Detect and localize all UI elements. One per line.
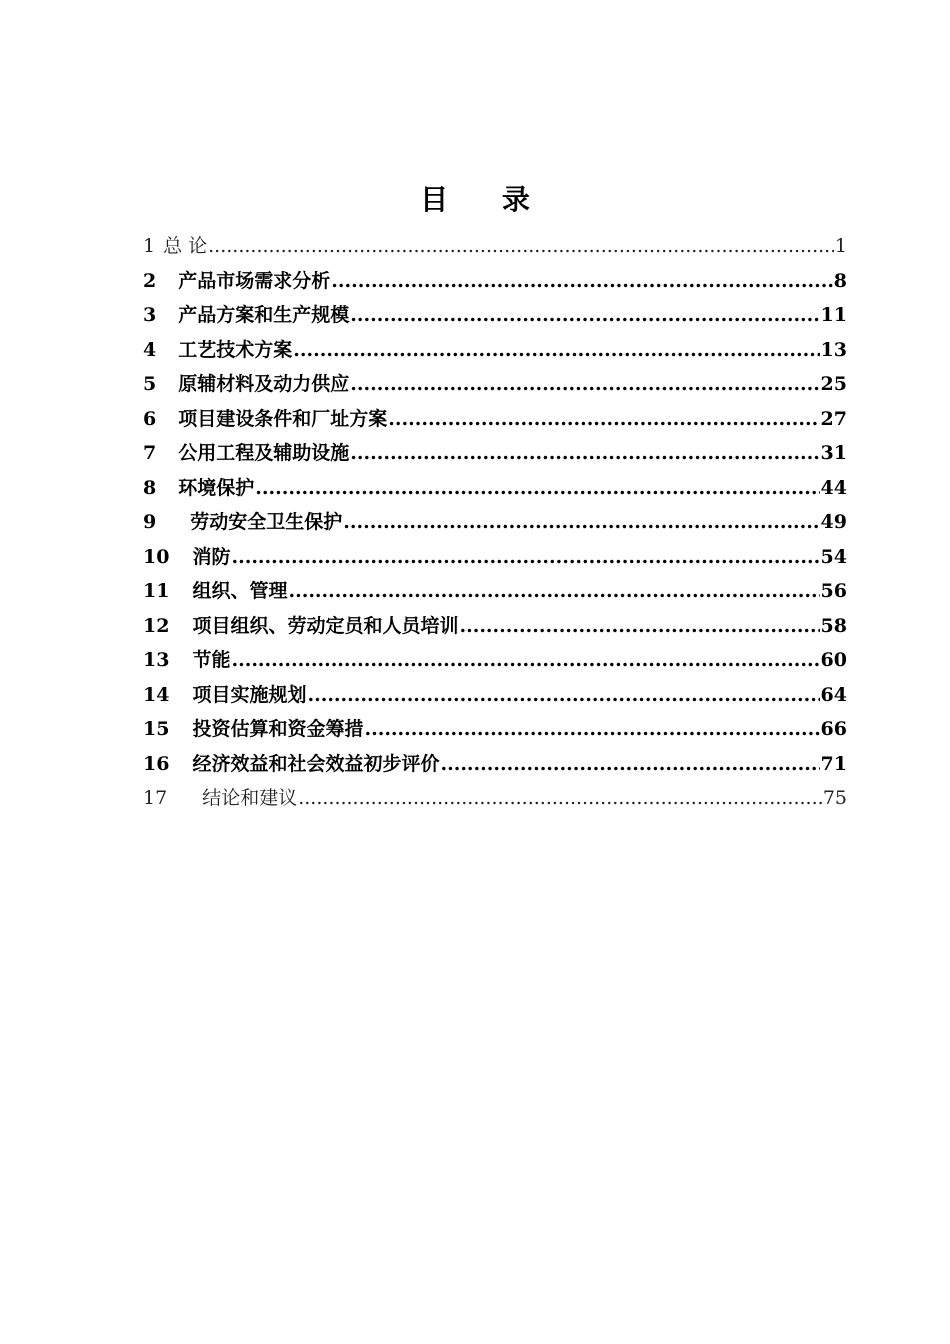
toc-entry-title: 原辅材料及动力供应 [178, 373, 350, 395]
toc-entry-number: 3 [143, 304, 157, 326]
toc-entry[interactable] [143, 781, 847, 816]
toc-entry[interactable] [143, 471, 847, 506]
toc-entry-title: 结论和建议 [202, 787, 298, 809]
toc-entry-number: 7 [143, 442, 157, 464]
toc-entry-page: 64 [820, 683, 847, 706]
toc-entry-number: 13 [143, 649, 170, 671]
toc-entry[interactable] [143, 298, 847, 333]
toc-entry[interactable] [143, 264, 847, 299]
toc-entry-title: 总 论 [163, 235, 208, 257]
toc-entry-page: 1 [834, 235, 847, 257]
toc-entry-number: 8 [143, 476, 157, 499]
toc-entry-page: 56 [820, 580, 847, 602]
toc-leader-dots [388, 402, 819, 437]
toc-entry-title: 经济效益和社会效益初步评价 [192, 752, 440, 775]
toc-entry-page: 31 [820, 442, 847, 464]
toc-entry-title: 项目组织、劳动定员和人员培训 [192, 614, 459, 637]
toc-entry-number: 14 [143, 683, 170, 706]
toc-entry[interactable] [143, 678, 847, 713]
toc-entry-title: 产品方案和生产规模 [178, 304, 350, 326]
toc-leader-dots [350, 436, 819, 471]
toc-entry-number: 10 [143, 545, 170, 568]
toc-entry-number: 12 [143, 614, 170, 637]
toc-entry[interactable] [143, 712, 847, 747]
toc-entry[interactable] [143, 540, 847, 575]
toc-entry-page: 49 [820, 511, 847, 533]
toc-entry-title: 节能 [192, 649, 231, 671]
toc-entry[interactable] [143, 436, 847, 471]
toc-entry[interactable] [143, 747, 847, 782]
toc-entry-title: 公用工程及辅助设施 [178, 442, 350, 464]
toc-entry-page: 71 [820, 752, 847, 775]
toc-entry-number: 5 [143, 373, 157, 395]
toc-entry-title: 组织、管理 [192, 580, 288, 602]
toc-leader-dots [298, 781, 822, 816]
toc-entry-page: 54 [820, 545, 847, 568]
toc-entry-title: 消防 [192, 545, 231, 568]
toc-leader-dots [255, 471, 819, 506]
toc-entry-number: 6 [143, 407, 157, 430]
toc-entry-number: 11 [143, 580, 170, 602]
toc-entry-page: 27 [820, 407, 847, 430]
toc-entry-number: 16 [143, 752, 170, 775]
toc-entry-page: 75 [822, 787, 847, 809]
toc-entry-title: 项目实施规划 [192, 683, 307, 706]
toc-entry-page: 66 [820, 718, 847, 740]
toc-leader-dots [459, 609, 819, 644]
toc-entry-title: 投资估算和资金筹措 [192, 718, 364, 740]
toc-entry-page: 11 [820, 304, 847, 326]
toc-leader-dots [288, 574, 819, 609]
toc-leader-dots [231, 643, 819, 678]
toc-leader-dots [343, 505, 819, 540]
toc-entry-page: 44 [820, 476, 847, 499]
toc-entry[interactable] [143, 402, 847, 437]
toc-entry-page: 58 [820, 614, 847, 637]
toc-entry-number: 2 [143, 269, 157, 292]
toc-entry-page: 25 [820, 373, 847, 395]
toc-entry-title: 产品市场需求分析 [178, 269, 331, 292]
toc-entry-title: 工艺技术方案 [178, 338, 293, 361]
toc-entry-number: 1 [143, 235, 156, 257]
toc-leader-dots [208, 229, 834, 264]
toc-entry[interactable] [143, 367, 847, 402]
toc-entry-title: 项目建设条件和厂址方案 [178, 407, 388, 430]
toc-leader-dots [350, 367, 819, 402]
toc-list [143, 229, 847, 816]
toc-leader-dots [440, 747, 819, 782]
toc-entry[interactable] [143, 333, 847, 368]
toc-entry-number: 9 [143, 511, 157, 533]
toc-entry[interactable] [143, 574, 847, 609]
toc-entry[interactable] [143, 229, 847, 264]
toc-entry[interactable] [143, 609, 847, 644]
toc-entry[interactable] [143, 643, 847, 678]
toc-entry-title: 劳动安全卫生保护 [190, 511, 343, 533]
toc-leader-dots [331, 264, 833, 299]
page-title: 目 录 [420, 183, 552, 216]
toc-entry-number: 15 [143, 718, 170, 740]
toc-entry-page: 13 [820, 338, 847, 361]
toc-entry-number: 4 [143, 338, 157, 361]
toc-leader-dots [293, 333, 819, 368]
toc-entry-page: 8 [833, 269, 847, 292]
toc-entry-title: 环境保护 [178, 476, 255, 499]
toc-leader-dots [231, 540, 819, 575]
toc-entry-number: 17 [143, 787, 168, 809]
toc-leader-dots [307, 678, 819, 713]
toc-entry-page: 60 [820, 649, 847, 671]
toc-leader-dots [364, 712, 819, 747]
toc-leader-dots [350, 298, 819, 333]
toc-entry[interactable] [143, 505, 847, 540]
